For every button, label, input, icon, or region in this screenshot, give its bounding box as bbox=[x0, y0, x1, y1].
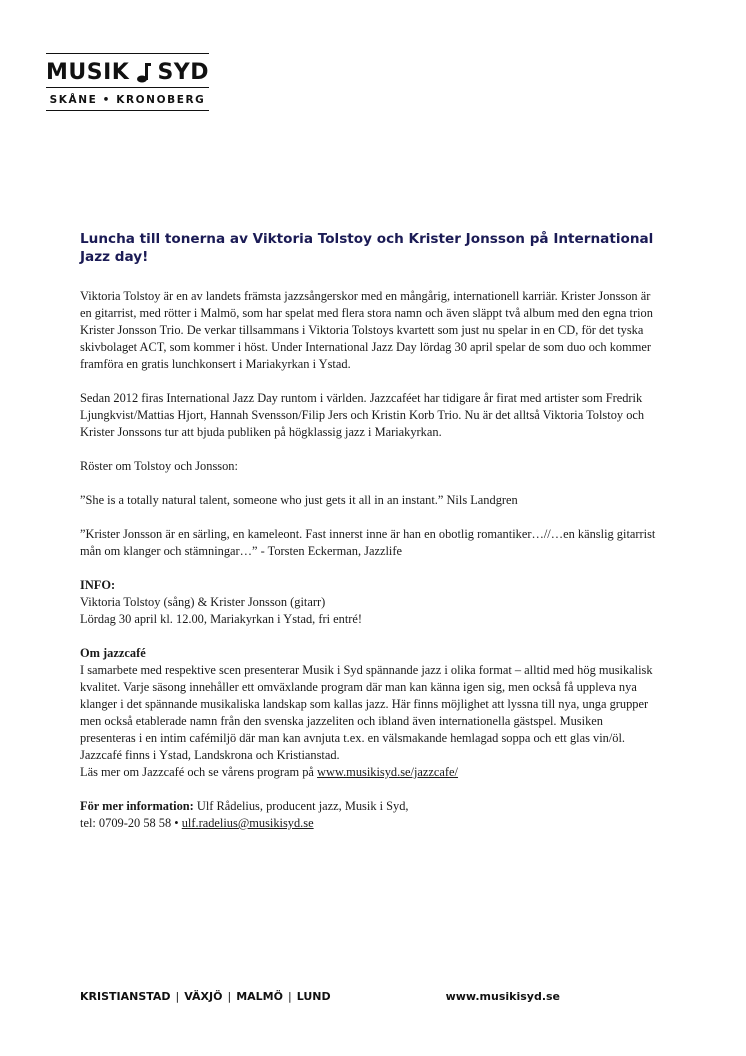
footer-city: MALMÖ bbox=[236, 990, 283, 1003]
contact-section bbox=[80, 798, 660, 832]
music-note-icon bbox=[134, 61, 152, 83]
contact-phone: tel: 0709-20 58 58 • bbox=[80, 816, 182, 830]
contact-label: För mer information: bbox=[80, 799, 194, 813]
footer-city: LUND bbox=[296, 990, 331, 1003]
footer-city: VÄXJÖ bbox=[184, 990, 223, 1003]
about-heading: Om jazzcafé bbox=[80, 646, 146, 660]
footer-separator: | bbox=[227, 990, 232, 1003]
footer-city: KRISTIANSTAD bbox=[80, 990, 171, 1003]
quote-landgren: ”She is a totally natural talent, someone who just gets it all in an instant.” Nils Landgren bbox=[80, 493, 518, 507]
press-release-title: Luncha till tonerna av Viktoria Tolstoy och Krister Jonsson på International Jazz day! bbox=[80, 231, 654, 265]
jazzcafe-link[interactable]: www.musikisyd.se/jazzcafe/ bbox=[317, 765, 459, 779]
logo-word-musik: MUSIK bbox=[46, 59, 130, 85]
logo-wordmark bbox=[46, 57, 209, 87]
history-paragraph: Sedan 2012 firas International Jazz Day runtom i världen. Jazzcaféet har tidigare år firat med artister som Fredrik Ljungkvist/Mattias Hjort, Hannah Svensson/Filip Jers och Kristin Korb Trio. Nu är det alltså Viktoria Tolstoy och Krister Jonssons tur att bjuda publiken på högklassig jazz i Mariakyrkan. bbox=[80, 391, 645, 439]
logo-bottom-rule bbox=[46, 110, 209, 111]
about-section bbox=[80, 645, 660, 781]
info-time-place: Lördag 30 april kl. 12.00, Mariakyrkan i Ystad, fri entré! bbox=[80, 612, 363, 626]
contact-email-link[interactable]: ulf.radelius@musikisyd.se bbox=[181, 816, 314, 830]
logo-subtitle: SKÅNE • KRONOBERG bbox=[49, 94, 206, 106]
logo-top-rule bbox=[46, 53, 209, 54]
readmore-text: Läs mer om Jazzcafé och se vårens program på bbox=[80, 765, 318, 779]
intro-paragraph: Viktoria Tolstoy är en av landets främsta jazzsångerskor med en mångårig, internationell karriär. Krister Jonsson är en gitarrist, med rötter i Malmö, som har spelat med flera stora namn och även släppt två album med den egna trion Krister Jonsson Trio. De verkar tillsammans i Viktoria Tolstoys kvartett som just nu spelar in en CD, för det tyska skivbolaget ACT, som kommer i höst. Under International Jazz Day lördag 30 april spelar de som duo och kommer framföra en gratis lunchkonsert i Mariakyrkan i Ystad. bbox=[80, 289, 653, 371]
footer-website: www.musikisyd.se bbox=[445, 990, 560, 1003]
press-release-body bbox=[80, 288, 660, 832]
logo-middle-rule bbox=[46, 87, 209, 88]
footer bbox=[80, 990, 560, 1004]
info-section bbox=[80, 577, 660, 628]
logo-word-syd: SYD bbox=[157, 59, 209, 85]
footer-cities bbox=[80, 990, 331, 1003]
footer-separator: | bbox=[175, 990, 180, 1003]
about-text: I samarbete med respektive scen presenterar Musik i Syd spännande jazz i olika format – alltid med hög musikalisk kvalitet. Varje säsong innehåller ett omväxlande program där man kan känna igen sig, men också få uppleva nya klanger i det spännande musikaliska landskap som kallas jazz. Här finns möjlighet att lyssna till nya, unga grupper men också etablerade namn från den svenska jazzeliten och ibland även internationella gästspel. Musiken presenteras i en intim cafémiljö där man kan avnjuta t.ex. en välsmakande hemlagad soppa och ett glas vin/öl. Jazzcafé finns i Ystad, Landskrona och Kristianstad. bbox=[80, 663, 653, 762]
contact-person: Ulf Rådelius, producent jazz, Musik i Syd, bbox=[193, 799, 409, 813]
info-performers: Viktoria Tolstoy (sång) & Krister Jonsson (gitarr) bbox=[80, 595, 326, 609]
quote-eckerman: ”Krister Jonsson är en särling, en kameleont. Fast innerst inne är han en obotlig romantiker…//…en känslig gitarrist mån om klanger och stämningar…” - Torsten Eckerman, Jazzlife bbox=[80, 527, 656, 558]
footer-separator: | bbox=[287, 990, 292, 1003]
info-heading: INFO: bbox=[80, 578, 116, 592]
logo bbox=[46, 53, 209, 111]
voices-heading: Röster om Tolstoy och Jonsson: bbox=[80, 459, 238, 473]
